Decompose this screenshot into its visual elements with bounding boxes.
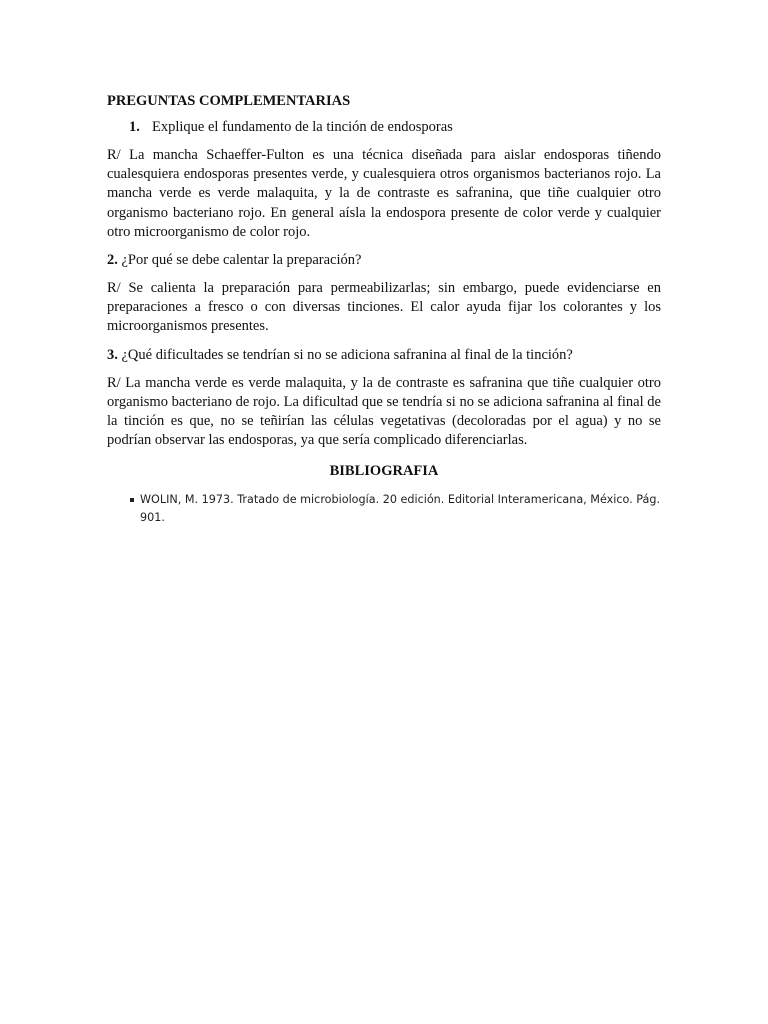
question-2-number: 2. bbox=[107, 252, 118, 269]
answer-1: R/ La mancha Schaeffer-Fulton es una técnica diseñada para aislar endosporas tiñendo cualesquiera endosporas presentes verde, y cualesquiera otros organismos bacterianos rojo. La mancha verde es verde malaquita, y la de contraste es safranina, que tiñe cualquier otro organismo bacteriano rojo. En general aísla la endospora presente de color verde y cualquier otro microorganismo de color rojo. bbox=[107, 147, 661, 240]
answer-2: R/ Se calienta la preparación para permeabilizarlas; sin embargo, puede evidenciarse en preparaciones a fresco o con diversas tinciones. El calor ayuda fijar los colorantes y los microorganismos presentes. bbox=[107, 280, 661, 335]
question-3-text: ¿Qué dificultades se tendrían si no se adiciona safranina al final de la tinción? bbox=[121, 346, 573, 363]
bibliography-list bbox=[107, 491, 661, 527]
question-3 bbox=[107, 346, 661, 365]
answer-3: R/ La mancha verde es verde malaquita, y la de contraste es safranina que tiñe cualquier otro organismo bacteriano de rojo. La dificultad que se tendría si no se adiciona safranina al final de la tinción es que, no se teñirían las células vegetativas (decoloradas por el agua) y no se podrían observar las endosporas, ya que sería complicado diferenciarlas. bbox=[107, 374, 661, 449]
bibliography-item-text: WOLIN, M. 1973. Tratado de microbiología. 20 edición. Editorial Interamericana, México. Pág. 901. bbox=[140, 493, 661, 525]
question-2 bbox=[107, 251, 661, 270]
question-2-text: ¿Por qué se debe calentar la preparación? bbox=[121, 252, 362, 269]
question-1 bbox=[129, 118, 661, 137]
document-page bbox=[107, 92, 661, 527]
question-1-number: 1. bbox=[129, 119, 140, 135]
section-heading: PREGUNTAS COMPLEMENTARIAS bbox=[107, 93, 351, 109]
square-bullet-icon bbox=[130, 498, 134, 502]
bibliography-item bbox=[131, 491, 661, 527]
question-3-number: 3. bbox=[107, 346, 118, 363]
bibliography-title: BIBLIOGRAFIA bbox=[329, 463, 439, 480]
question-1-text: Explique el fundamento de la tinción de endosporas bbox=[152, 119, 453, 135]
